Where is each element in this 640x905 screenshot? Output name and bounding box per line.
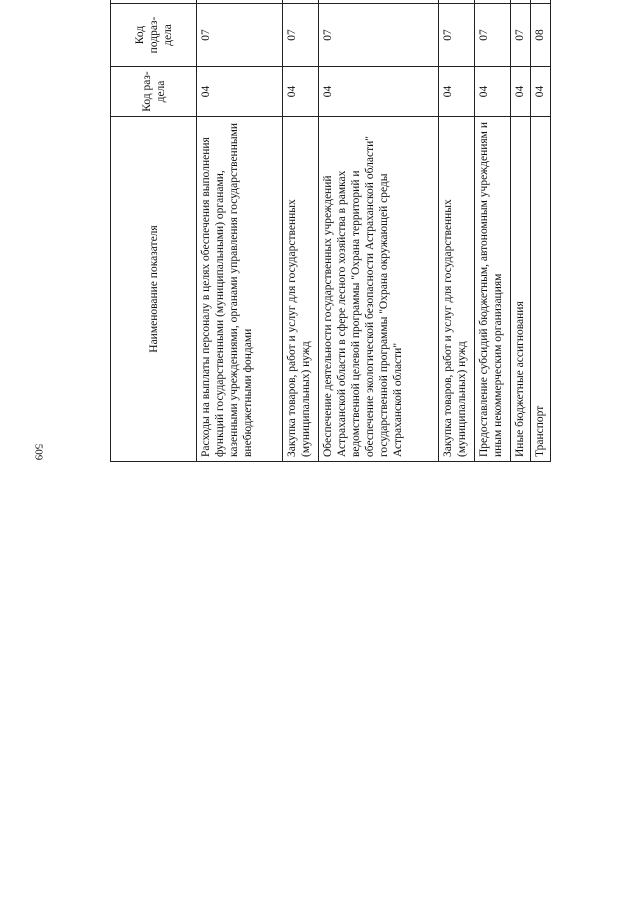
table-row	[319, 0, 439, 462]
header-section: Код раз-дела	[111, 67, 197, 117]
cell-section: 04	[283, 67, 319, 117]
table-row	[475, 0, 511, 462]
cell-section: 04	[511, 67, 531, 117]
cell-section: 04	[319, 67, 439, 117]
cell-subsection: 07	[511, 4, 531, 67]
budget-table	[110, 0, 551, 462]
table-header-row	[111, 0, 197, 462]
table-row	[197, 0, 283, 462]
cell-target	[197, 0, 283, 4]
cell-subsection: 07	[283, 4, 319, 67]
table-row	[511, 0, 531, 462]
cell-section: 04	[197, 67, 283, 117]
cell-name: Закупка товаров, работ и услуг для государственных (муниципальных) нужд	[439, 117, 475, 462]
header-name: Наименование показателя	[111, 117, 197, 462]
page-number: 509	[32, 443, 45, 461]
cell-target	[511, 0, 531, 4]
table-row	[283, 0, 319, 462]
cell-name: Расходы на выплаты персоналу в целях обеспечения выполнения функций государственными (муниципальными) органами, казенными учреждениями, органами управления государственными внебюджетными фондами	[197, 117, 283, 462]
cell-name: Предоставление субсидий бюджетным, автономным учреждениям и иным некоммерческим организациям	[475, 117, 511, 462]
cell-target	[531, 0, 551, 4]
cell-subsection: 07	[439, 4, 475, 67]
cell-target	[319, 0, 439, 4]
table-row	[439, 0, 475, 462]
cell-section: 04	[475, 67, 511, 117]
cell-subsection: 07	[319, 4, 439, 67]
cell-name: Иные бюджетные ассигнования	[511, 117, 531, 462]
cell-section: 04	[439, 67, 475, 117]
header-subsection: Код подраз-дела	[111, 4, 197, 67]
cell-target	[439, 0, 475, 4]
rotated-table-area	[110, 16, 546, 897]
cell-target	[475, 0, 511, 4]
cell-name: Транспорт	[531, 117, 551, 462]
cell-subsection: 08	[531, 4, 551, 67]
cell-name: Обеспечение деятельности государственных учреждений Астраханской области в сфере лесного хозяйства в рамках ведомственной целевой программы "Охрана территорий и обеспечение экологической безопасности Астраханской области" государственной программы "Охрана окружающей среды Астраханской области"	[319, 117, 439, 462]
header-target	[111, 0, 197, 4]
cell-section: 04	[531, 67, 551, 117]
cell-name: Закупка товаров, работ и услуг для государственных (муниципальных) нужд	[283, 117, 319, 462]
cell-subsection: 07	[197, 4, 283, 67]
cell-target	[283, 0, 319, 4]
table-row	[531, 0, 551, 462]
cell-subsection: 07	[475, 4, 511, 67]
